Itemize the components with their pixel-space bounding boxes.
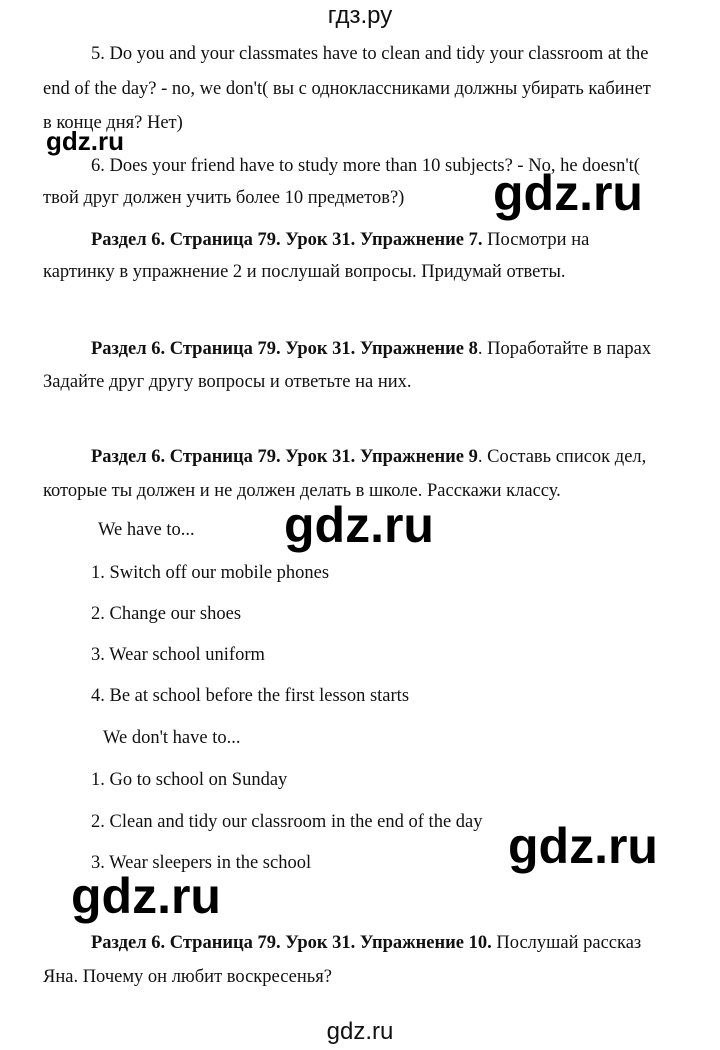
- ex10-line-1: [91, 931, 641, 955]
- ex10-text: Послушай рассказ: [491, 933, 642, 953]
- watermark-bottom-right: gdz.ru: [508, 818, 658, 874]
- have-to-item-3: 3. Wear school uniform: [91, 645, 265, 665]
- watermark-top-right: gdz.ru: [493, 165, 643, 221]
- dont-have-to-title: We don't have to...: [103, 728, 241, 748]
- q6-line-1: 6. Does your friend have to study more than 10 subjects? - No, he doesn't(: [91, 156, 640, 176]
- ex9-text: . Составь список дел,: [477, 447, 647, 467]
- dont-have-to-item-1: 1. Go to school on Sunday: [91, 770, 288, 790]
- watermark-bottom-left: gdz.ru: [71, 868, 221, 924]
- ex8-line-2: Задайте друг другу вопросы и ответьте на них.: [43, 372, 412, 392]
- page-header: гдз.ру: [327, 2, 393, 29]
- ex8-text: . Поработайте в парах: [477, 339, 652, 359]
- q5-line-2: end of the day? - no, we don't( вы с одноклассниками должны убирать кабинет: [43, 79, 651, 99]
- ex9-heading: Раздел 6. Страница 79. Урок 31. Упражнение 9: [91, 447, 478, 467]
- watermark-top-left: gdz.ru: [46, 126, 124, 156]
- have-to-item-1: 1. Switch off our mobile phones: [91, 563, 330, 583]
- have-to-item-2: 2. Change our shoes: [91, 604, 242, 624]
- page-footer: gdz.ru: [326, 1018, 394, 1045]
- ex7-line-1: [91, 228, 589, 252]
- watermark-middle: gdz.ru: [284, 497, 434, 553]
- ex10-line-2: Яна. Почему он любит воскресенья?: [43, 967, 332, 987]
- dont-have-to-item-3: 3. Wear sleepers in the school: [91, 853, 312, 873]
- ex8-line-1: [91, 337, 651, 361]
- ex10-heading: Раздел 6. Страница 79. Урок 31. Упражнение 10.: [91, 933, 492, 953]
- dont-have-to-item-2: 2. Clean and tidy our classroom in the end of the day: [91, 812, 483, 832]
- ex7-text: Посмотри на: [482, 230, 590, 250]
- ex9-line-2: которые ты должен и не должен делать в школе. Расскажи классу.: [43, 481, 561, 501]
- q5-line-3: в конце дня? Нет): [43, 113, 183, 133]
- ex7-heading: Раздел 6. Страница 79. Урок 31. Упражнение 7.: [91, 230, 483, 250]
- have-to-title: We have to...: [98, 520, 195, 540]
- q6-line-2: твой друг должен учить более 10 предметов?): [43, 188, 405, 208]
- ex9-line-1: [91, 445, 646, 469]
- q5-line-1: 5. Do you and your classmates have to clean and tidy your classroom at the: [91, 44, 649, 64]
- have-to-item-4: 4. Be at school before the first lesson starts: [91, 686, 410, 706]
- ex7-line-2: картинку в упражнение 2 и послушай вопросы. Придумай ответы.: [43, 262, 566, 282]
- ex8-heading: Раздел 6. Страница 79. Урок 31. Упражнение 8: [91, 339, 478, 359]
